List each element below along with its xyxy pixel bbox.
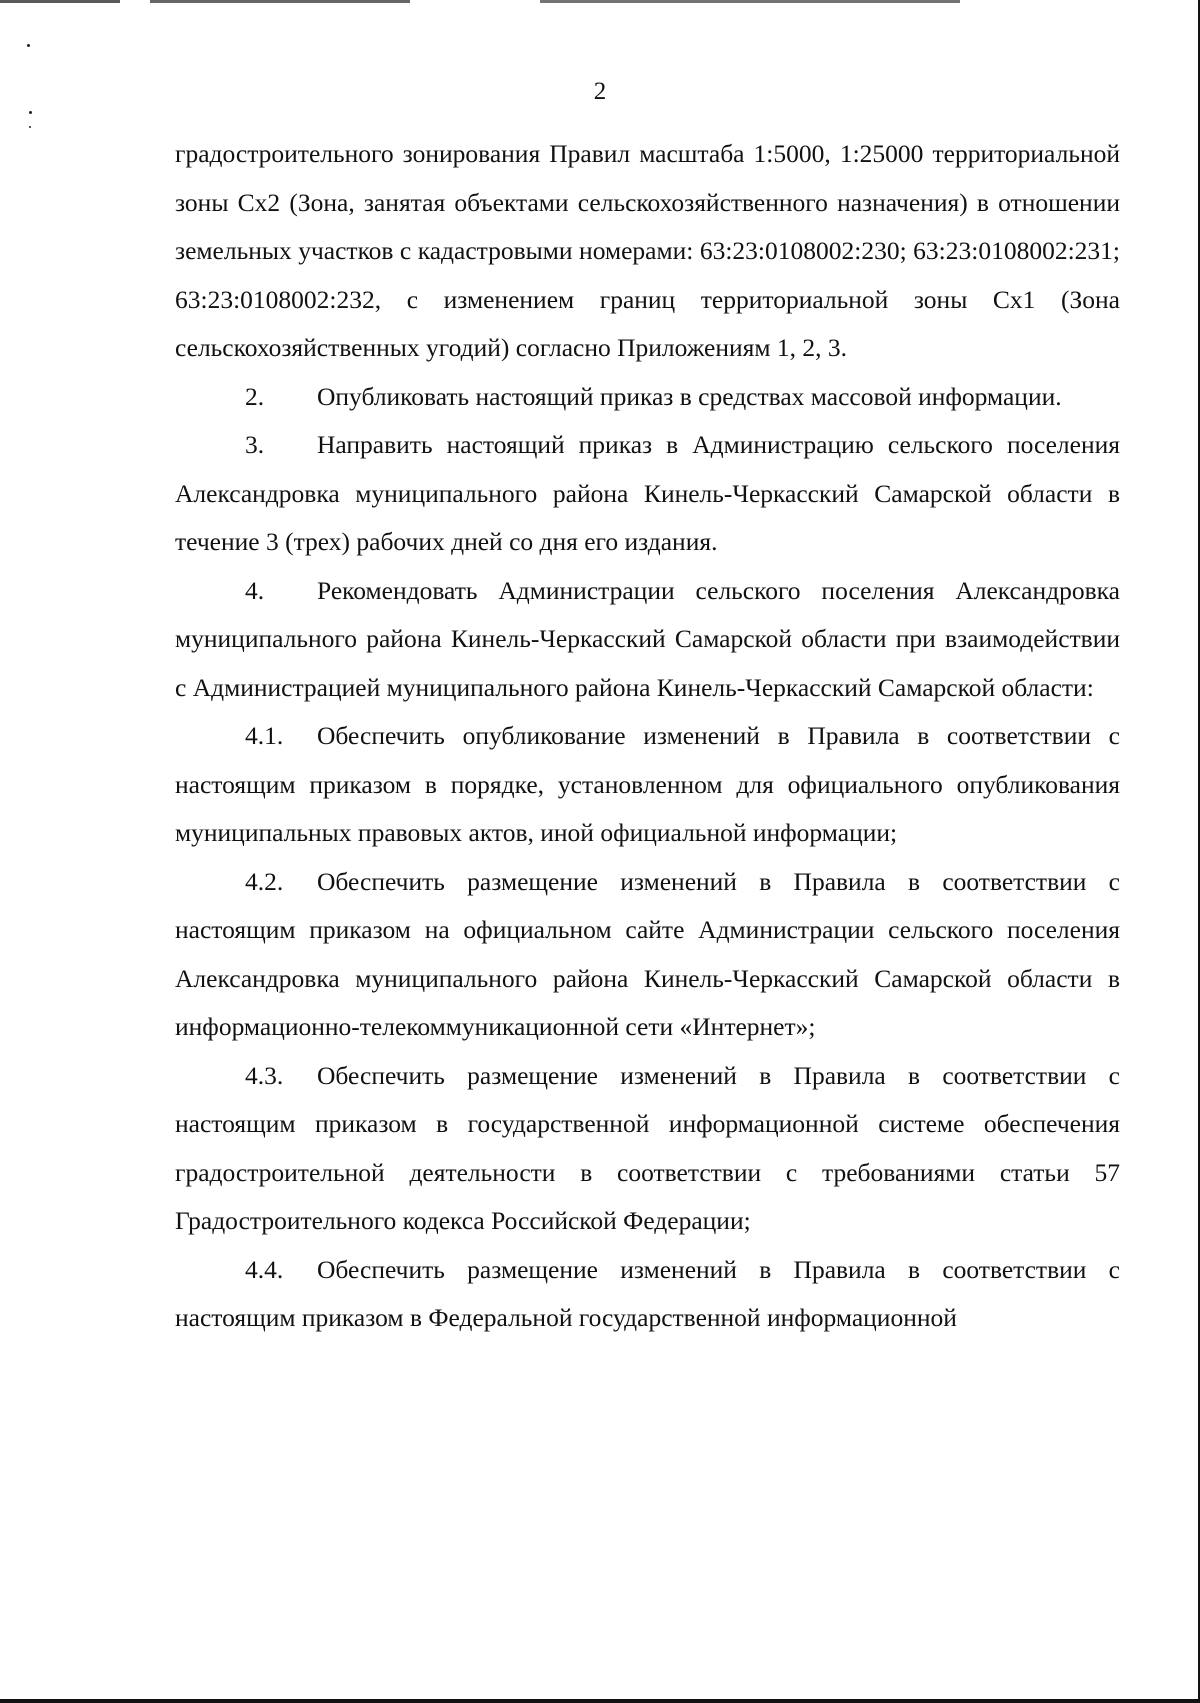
paragraph-number: 4.4. (245, 1254, 284, 1284)
paragraph-text: градостроительного зонирования Правил масштаба 1:5000, 1:25000 территориальной зоны Сх2 (Зона, занятая объектами сельскохозяйственного назначения) в отношении земельных участков с кадастровыми номерами: 63:23:0108002:230; 63:23:0108002:231; 63:23:0108002:232, с изменением границ территориальной зоны Сх1 (Зона сельскохозяйственных угодий) согласно Приложениям 1, 2, 3. (175, 139, 1120, 362)
paragraph-item-4-4 (175, 1246, 1120, 1343)
paragraph-text: Опубликовать настоящий приказ в средствах массовой информации. (317, 381, 1062, 411)
paragraph-text: Обеспечить размещение изменений в Правила в соответствии с настоящим приказом на официальном сайте Администрации сельского поселения Александровка муниципального района Кинель-Черкасский Самарской области в информационно-телекоммуникационной сети «Интернет»; (175, 866, 1120, 1041)
scan-speck (29, 126, 31, 128)
scan-top-edge (0, 0, 1200, 3)
paragraph-number: 3. (245, 430, 265, 459)
paragraph-item-2 (175, 373, 1120, 422)
paragraph-text: Рекомендовать Администрации сельского поселения Александровка муниципального района Кинель-Черкасский Самарской области при взаимодействии с Администрацией муниципального района Кинель-Черкасский Самарской области: (175, 575, 1120, 702)
paragraph-item-3 (175, 421, 1120, 567)
paragraph-number: 4.2. (245, 866, 284, 896)
scan-bottom-edge (0, 1699, 1200, 1703)
paragraph-number: 4.3. (245, 1060, 284, 1090)
paragraph-text: Обеспечить опубликование изменений в Правила в соответствии с настоящим приказом в порядке, установленном для официального опубликования муниципальных правовых актов, иной официальной информации; (175, 721, 1120, 847)
paragraph-item-4-1 (175, 712, 1120, 858)
paragraph-number: 4. (245, 575, 265, 605)
scan-speck (27, 44, 30, 47)
document-body (175, 130, 1120, 1343)
paragraph-text: Направить настоящий приказ в Администрацию сельского поселения Александровка муниципального района Кинель-Черкасский Самарской области в течение 3 (трех) рабочих дней со дня его издания. (175, 430, 1120, 556)
paragraph-item-4 (175, 567, 1120, 713)
paragraph-continuation (175, 130, 1120, 373)
paragraph-number: 4.1. (245, 721, 284, 750)
paragraph-item-4-3 (175, 1052, 1120, 1246)
paragraph-number: 2. (245, 381, 265, 411)
paragraph-item-4-2 (175, 858, 1120, 1052)
scan-speck (29, 111, 32, 114)
paragraph-text: Обеспечить размещение изменений в Правила в соответствии с настоящим приказом в Федеральной государственной информационной (175, 1254, 1120, 1332)
paragraph-text: Обеспечить размещение изменений в Правила в соответствии с настоящим приказом в государственной информационной системе обеспечения градостроительной деятельности в соответствии с требованиями статьи 57 Градостроительного кодекса Российской Федерации; (175, 1060, 1120, 1235)
page-number: 2 (593, 78, 607, 105)
